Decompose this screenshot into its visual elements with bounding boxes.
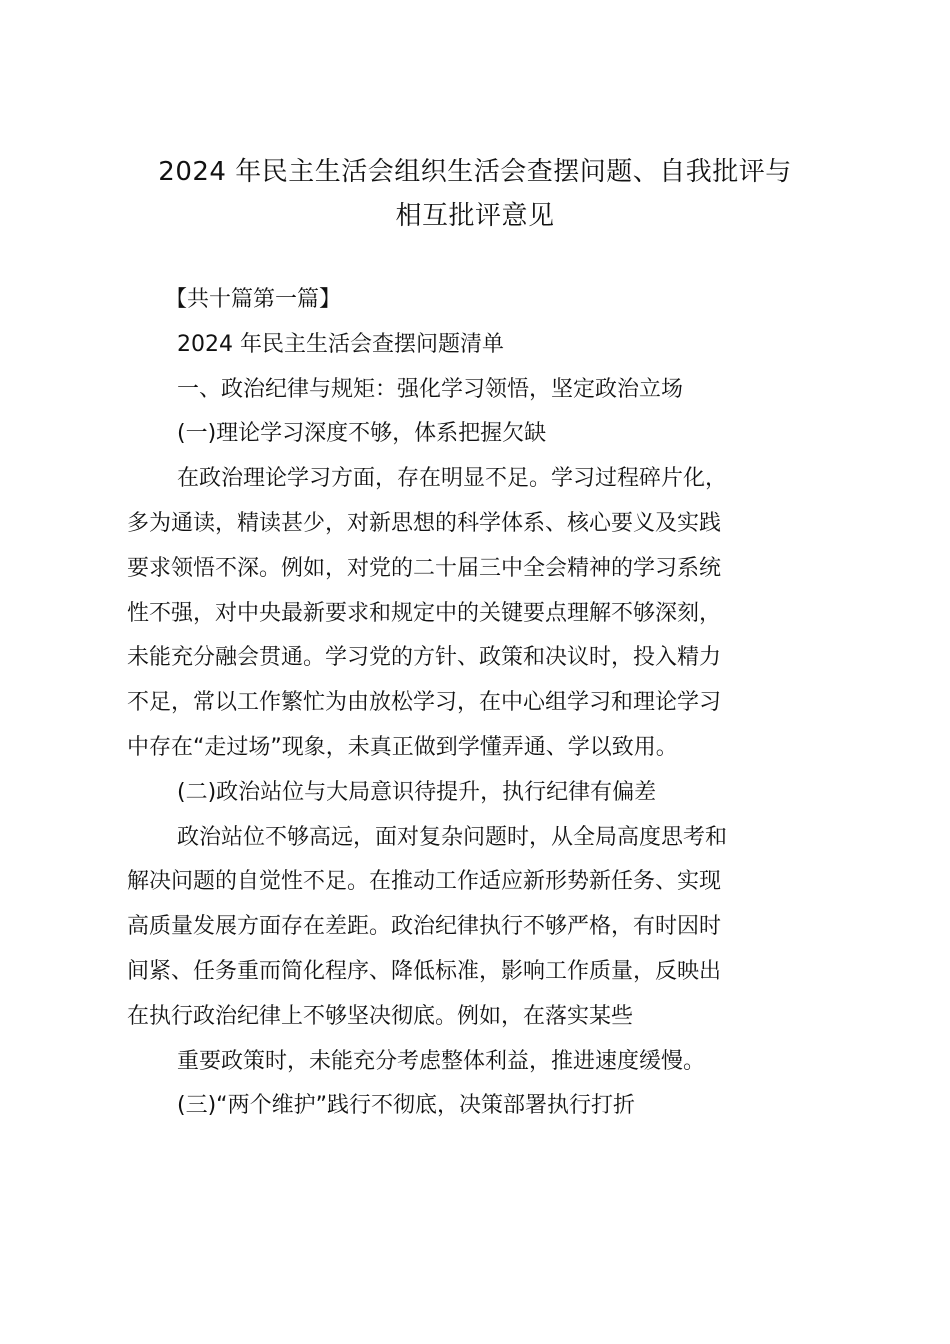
paragraph-line: 多为通读，精读甚少，对新思想的科学体系、核心要义及实践: [127, 510, 722, 536]
paragraph-line: 重要政策时，未能充分考虑整体利益，推进速度缓慢。: [177, 1048, 706, 1074]
subsection-heading: (一)理论学习深度不够，体系把握欠缺: [177, 421, 547, 447]
paragraph-line: 性不强，对中央最新要求和规定中的关键要点理解不够深刻，: [127, 600, 722, 626]
paragraph-line: 解决问题的自觉性不足。在推动工作适应新形势新任务、实现: [127, 869, 722, 895]
title-line: 相互批评意见: [395, 201, 555, 231]
subsection-heading: (三)“两个维护”践行不彻底，决策部署执行打折: [177, 1093, 635, 1119]
paragraph-line: 中存在“走过场”现象，未真正做到学懂弄通、学以致用。: [127, 734, 678, 760]
paragraph-line: 要求领悟不深。例如，对党的二十届三中全会精神的学习系统: [127, 555, 722, 581]
paragraph-line: 在执行政治纪律上不够坚决彻底。例如，在落实某些: [127, 1003, 634, 1029]
paragraph: [127, 1040, 827, 1085]
document-body: [127, 278, 827, 1129]
section-heading: 一、政治纪律与规矩：强化学习领悟，坚定政治立场: [177, 376, 684, 402]
paragraph-line: 高质量发展方面存在差距。政治纪律执行不够严格，有时因时: [127, 914, 722, 940]
paragraph: [127, 816, 827, 1040]
paragraph-line: 不足，常以工作繁忙为由放松学习，在中心组学习和理论学习: [127, 690, 722, 716]
document-title: [110, 150, 840, 238]
paragraph-line: 间紧、任务重而简化程序、降低标准，影响工作质量，反映出: [127, 958, 722, 984]
paragraph-line: 在政治理论学习方面，存在明显不足。学习过程碎片化，: [177, 466, 728, 492]
paragraph-line: 政治站位不够高远，面对复杂问题时，从全局高度思考和: [177, 824, 728, 850]
paragraph: [127, 457, 827, 771]
subsection-heading: (二)政治站位与大局意识待提升，执行纪律有偏差: [177, 779, 657, 805]
paragraph-line: 未能充分融会贯通。学习党的方针、政策和决议时，投入精力: [127, 645, 722, 671]
part-label: 【共十篇第一篇】: [165, 287, 342, 312]
title-line: 2024 年民主生活会组织生活会查摆问题、自我批评与: [158, 157, 792, 187]
subtitle: 2024 年民主生活会查摆问题清单: [177, 331, 504, 357]
